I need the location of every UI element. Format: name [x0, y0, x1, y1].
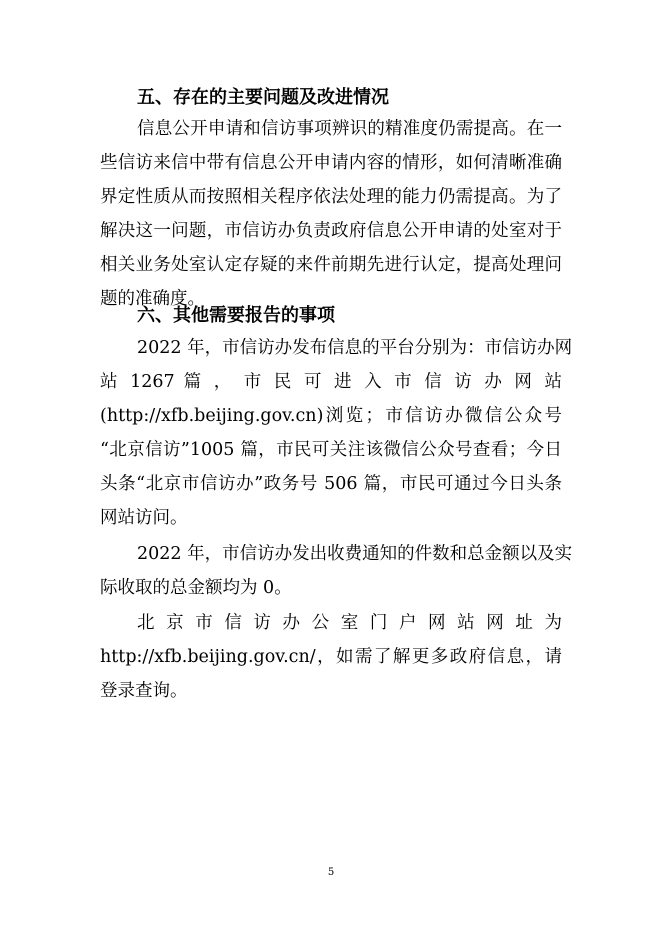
paragraph-line: 际收取的总金额均为 0。	[100, 578, 292, 598]
paragraph-line: 登录查询。	[100, 681, 188, 701]
paragraph-line: 信息公开申请和信访事项辨识的精准度仍需提高。在一	[137, 119, 562, 139]
paragraph-line: 网站访问。	[100, 508, 188, 528]
paragraph-line: 题的准确度。	[100, 289, 205, 309]
paragraph-website	[100, 606, 562, 708]
paragraph-line: 相关业务处室认定存疑的来件前期先进行认定，提高处理问	[100, 255, 562, 275]
paragraph-line: 界定性质从而按照相关程序依法处理的能力仍需提高。为了	[100, 187, 562, 207]
page-number: 5	[327, 867, 335, 878]
section-heading-problems: 五、存在的主要问题及改进情况	[137, 87, 389, 108]
section-heading-other-matters: 六、其他需要报告的事项	[137, 305, 335, 326]
paragraph-problems	[100, 112, 562, 316]
paragraph-line: 头条“北京市信访办”政务号 506 篇，市民可通过今日头条	[100, 474, 562, 494]
paragraph-fees	[100, 537, 573, 605]
paragraph-line: http://xfb.beijing.gov.cn/，如需了解更多政府信息，请	[100, 647, 562, 667]
paragraph-line: 北 京 市 信 访 办 公 室 门 户 网 站 网 址 为	[137, 613, 562, 633]
paragraph-line: 站 1267 篇 ， 市 民 可 进 入 市 信 访 办 网 站	[100, 372, 562, 392]
paragraph-line: “北京信访”1005 篇，市民可关注该微信公众号查看；今日	[100, 440, 562, 460]
paragraph-line: (http://xfb.beijing.gov.cn)浏览；市信访办微信公众号	[100, 406, 562, 426]
paragraph-line: 2022 年，市信访办发出收费通知的件数和总金额以及实	[137, 544, 573, 564]
paragraph-line: 些信访来信中带有信息公开申请内容的情形，如何清晰准确	[100, 153, 562, 173]
paragraph-line: 2022 年，市信访办发布信息的平台分别为：市信访办网	[137, 338, 573, 358]
paragraph-platforms	[100, 331, 573, 535]
paragraph-line: 解决这一问题，市信访办负责政府信息公开申请的处室对于	[100, 221, 562, 241]
